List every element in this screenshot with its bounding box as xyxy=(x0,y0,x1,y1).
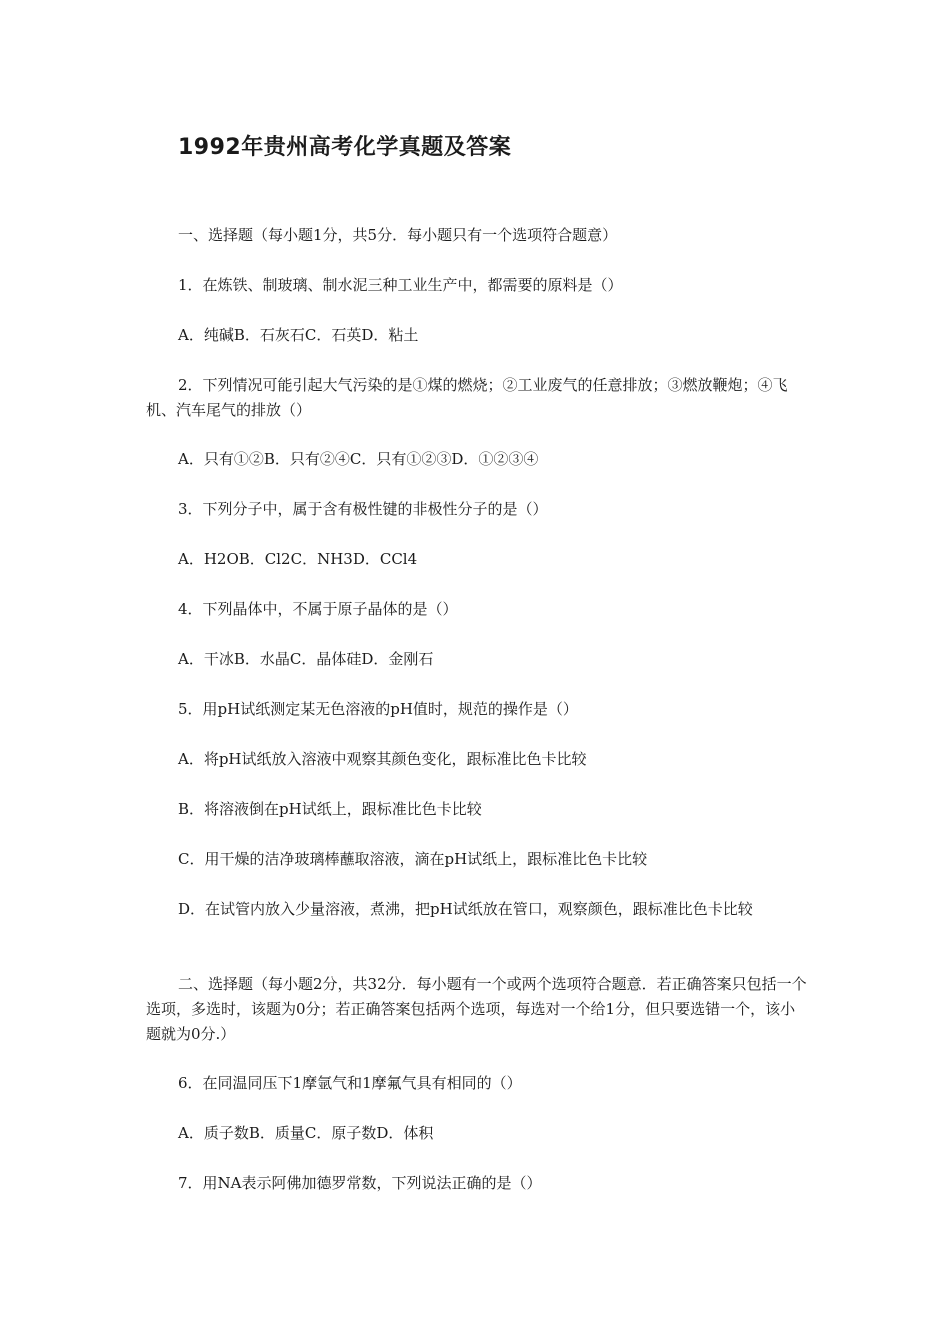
question-6: 6．在同温同压下1摩氩气和1摩氟气具有相同的（） xyxy=(178,1074,522,1092)
question-3: 3．下列分子中，属于含有极性键的非极性分子的是（） xyxy=(178,500,548,518)
question-4-options: A．干冰B．水晶C．晶体硅D．金刚石 xyxy=(178,650,434,668)
question-5-option-a: A．将pH试纸放入溶液中观察其颜色变化，跟标准比色卡比较 xyxy=(178,750,587,768)
question-5-option-b: B．将溶液倒在pH试纸上，跟标准比色卡比较 xyxy=(178,800,482,818)
question-7: 7．用NA表示阿佛加德罗常数，下列说法正确的是（） xyxy=(178,1174,542,1192)
question-5-option-c: C．用干燥的洁净玻璃棒蘸取溶液，滴在pH试纸上，跟标准比色卡比较 xyxy=(178,850,648,868)
question-5-option-d: D．在试管内放入少量溶液，煮沸，把pH试纸放在管口，观察颜色，跟标准比色卡比较 xyxy=(178,900,753,918)
section-1-heading: 一、选择题（每小题1分，共5分．每小题只有一个选项符合题意） xyxy=(178,226,618,244)
document-title: 1992年贵州高考化学真题及答案 xyxy=(178,135,512,160)
question-5: 5．用pH试纸测定某无色溶液的pH值时，规范的操作是（） xyxy=(178,700,578,718)
question-1: 1．在炼铁、制玻璃、制水泥三种工业生产中，都需要的原料是（） xyxy=(178,276,623,294)
question-1-options: A．纯碱B．石灰石C．石英D．粘土 xyxy=(178,326,419,344)
question-6-options: A．质子数B．质量C．原子数D．体积 xyxy=(178,1124,434,1142)
question-4: 4．下列晶体中，不属于原子晶体的是（） xyxy=(178,600,458,618)
question-3-options: A．H2OB．Cl2C．NH3D．CCl4 xyxy=(178,550,418,568)
question-2: 2．下列情况可能引起大气污染的是①煤的燃烧；②工业废气的任意排放；③燃放鞭炮；④飞机、汽车尾气的排放（） xyxy=(146,376,788,419)
section-2-heading: 二、选择题（每小题2分，共32分．每小题有一个或两个选项符合题意．若正确答案只包括一个选项，多选时，该题为0分；若正确答案包括两个选项，每选对一个给1分，但只要选错一个，该小题就为0分.） xyxy=(146,975,807,1043)
question-2-options: A．只有①②B．只有②④C．只有①②③D．①②③④ xyxy=(178,450,539,468)
